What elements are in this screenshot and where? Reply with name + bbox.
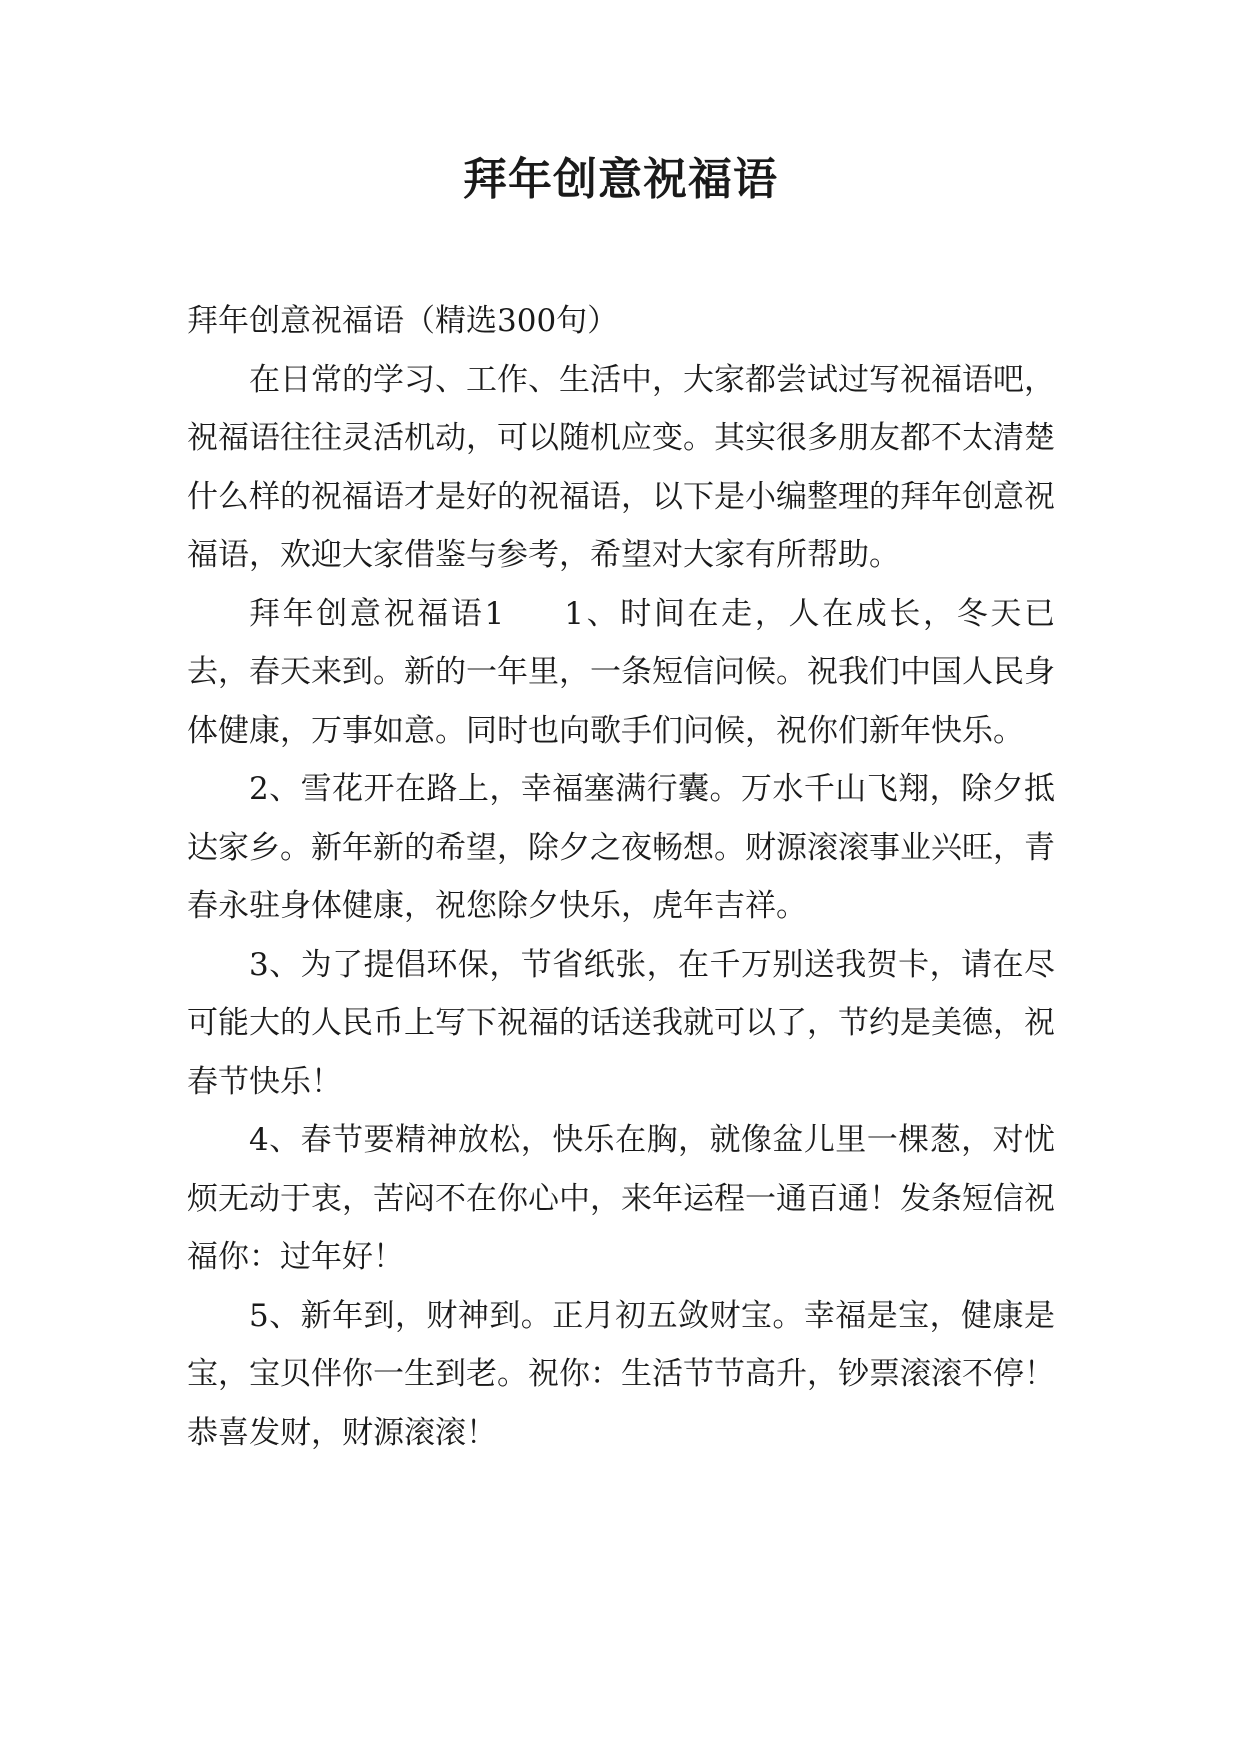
section-heading: 拜年创意祝福语1 <box>249 595 505 632</box>
document-body <box>187 292 1055 1462</box>
section-paragraph <box>187 585 1055 761</box>
list-item-3: 3、为了提倡环保，节省纸张，在千万别送我贺卡，请在尽可能大的人民币上写下祝福的话送我就可以了，节约是美德，祝春节快乐！ <box>187 946 1055 1100</box>
list-item-2: 2、雪花开在路上，幸福塞满行囊。万水千山飞翔，除夕抵达家乡。新年新的希望，除夕之夜畅想。财源滚滚事业兴旺，青春永驻身体健康，祝您除夕快乐，虎年吉祥。 <box>187 771 1055 924</box>
document-title: 拜年创意祝福语 <box>463 154 778 205</box>
document-subtitle: 拜年创意祝福语（精选300句） <box>187 303 619 339</box>
list-item-4: 4、春节要精神放松，快乐在胸，就像盆儿里一棵葱，对忧烦无动于衷，苦闷不在你心中，来年运程一通百通！发条短信祝福你：过年好！ <box>187 1122 1055 1275</box>
list-item-5: 5、新年到，财神到。正月初五敛财宝。幸福是宝，健康是宝，宝贝伴你一生到老。祝你：生活节节高升，钞票滚滚不停！恭喜发财，财源滚滚！ <box>187 1297 1055 1451</box>
list-item-1: 1、时间在走，人在成长，冬天已去，春天来到。新的一年里，一条短信问候。祝我们中国人民身体健康，万事如意。同时也向歌手们问候，祝你们新年快乐。 <box>187 595 1055 749</box>
intro-paragraph: 在日常的学习、工作、生活中，大家都尝试过写祝福语吧，祝福语往往灵活机动，可以随机应变。其实很多朋友都不太清楚什么样的祝福语才是好的祝福语，以下是小编整理的拜年创意祝福语，欢迎大家借鉴与参考，希望对大家有所帮助。 <box>187 361 1055 573</box>
